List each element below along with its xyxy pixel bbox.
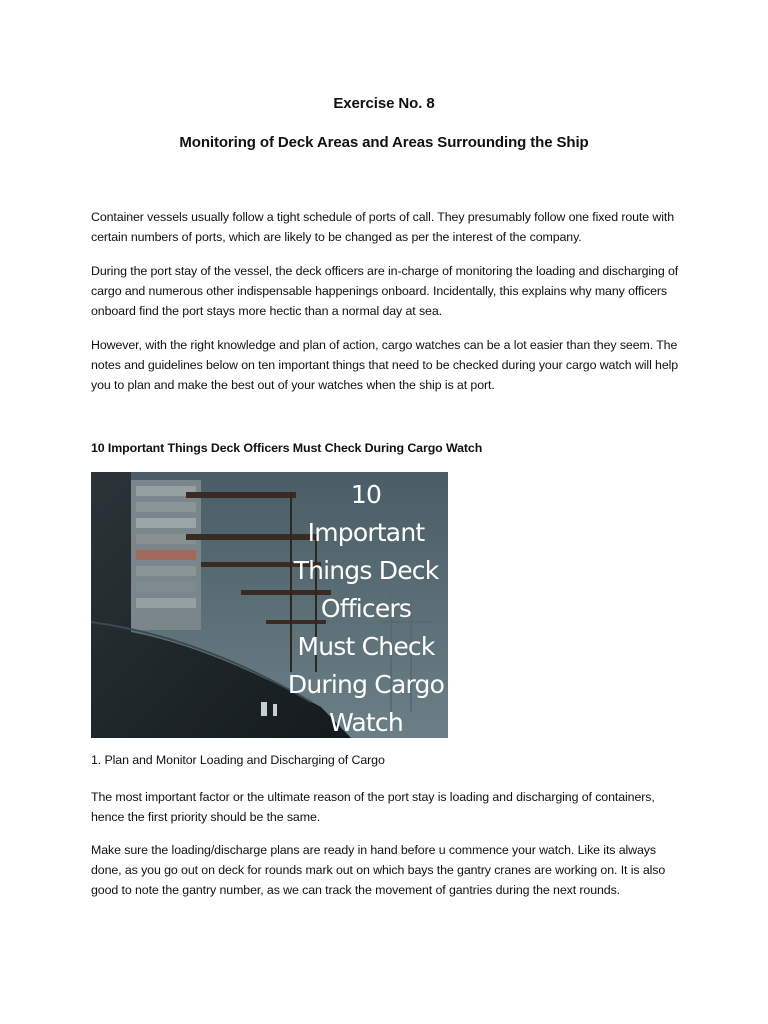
exercise-title: Exercise No. 8 [333,95,435,112]
item-paragraph-1: The most important factor or the ultimate reason of the port stay is loading and discharging of containers, hence the first priority should be the same. [91,790,655,824]
figure-overlay-text: 10 Important Things Deck Officers Must Check During Cargo Watch [287,480,445,737]
cargo-ship-figure [91,472,448,738]
document-subtitle: Monitoring of Deck Areas and Areas Surrounding the Ship [179,134,589,151]
intro-paragraph-1: Container vessels usually follow a tight schedule of ports of call. They presumably follow one fixed route with certain numbers of ports, which are likely to be changed as per the interest of the company. [91,210,675,244]
intro-paragraph-3: However, with the right knowledge and plan of action, cargo watches can be a lot easier than they seem. The notes and guidelines below on ten important things that need to be checked during your cargo watch will help you to plan and make the best out of your watches when the ship is at port. [91,338,679,392]
intro-paragraph-2: During the port stay of the vessel, the deck officers are in-charge of monitoring the loading and discharging of cargo and numerous other indispensable happenings onboard. Incidentally, this explains why many officers onboard find the port stays more hectic than a normal day at sea. [91,264,679,318]
item-paragraph-2: Make sure the loading/discharge plans are ready in hand before u commence your watch. Like its always done, as you go out on deck for rounds mark out on which bays the gantry cranes are working on. It is also good to note the gantry number, as we can track the movement of gantries during the next rounds. [91,843,666,897]
item-heading: 1. Plan and Monitor Loading and Discharging of Cargo [91,753,385,767]
section-heading: 10 Important Things Deck Officers Must Check During Cargo Watch [91,441,483,455]
